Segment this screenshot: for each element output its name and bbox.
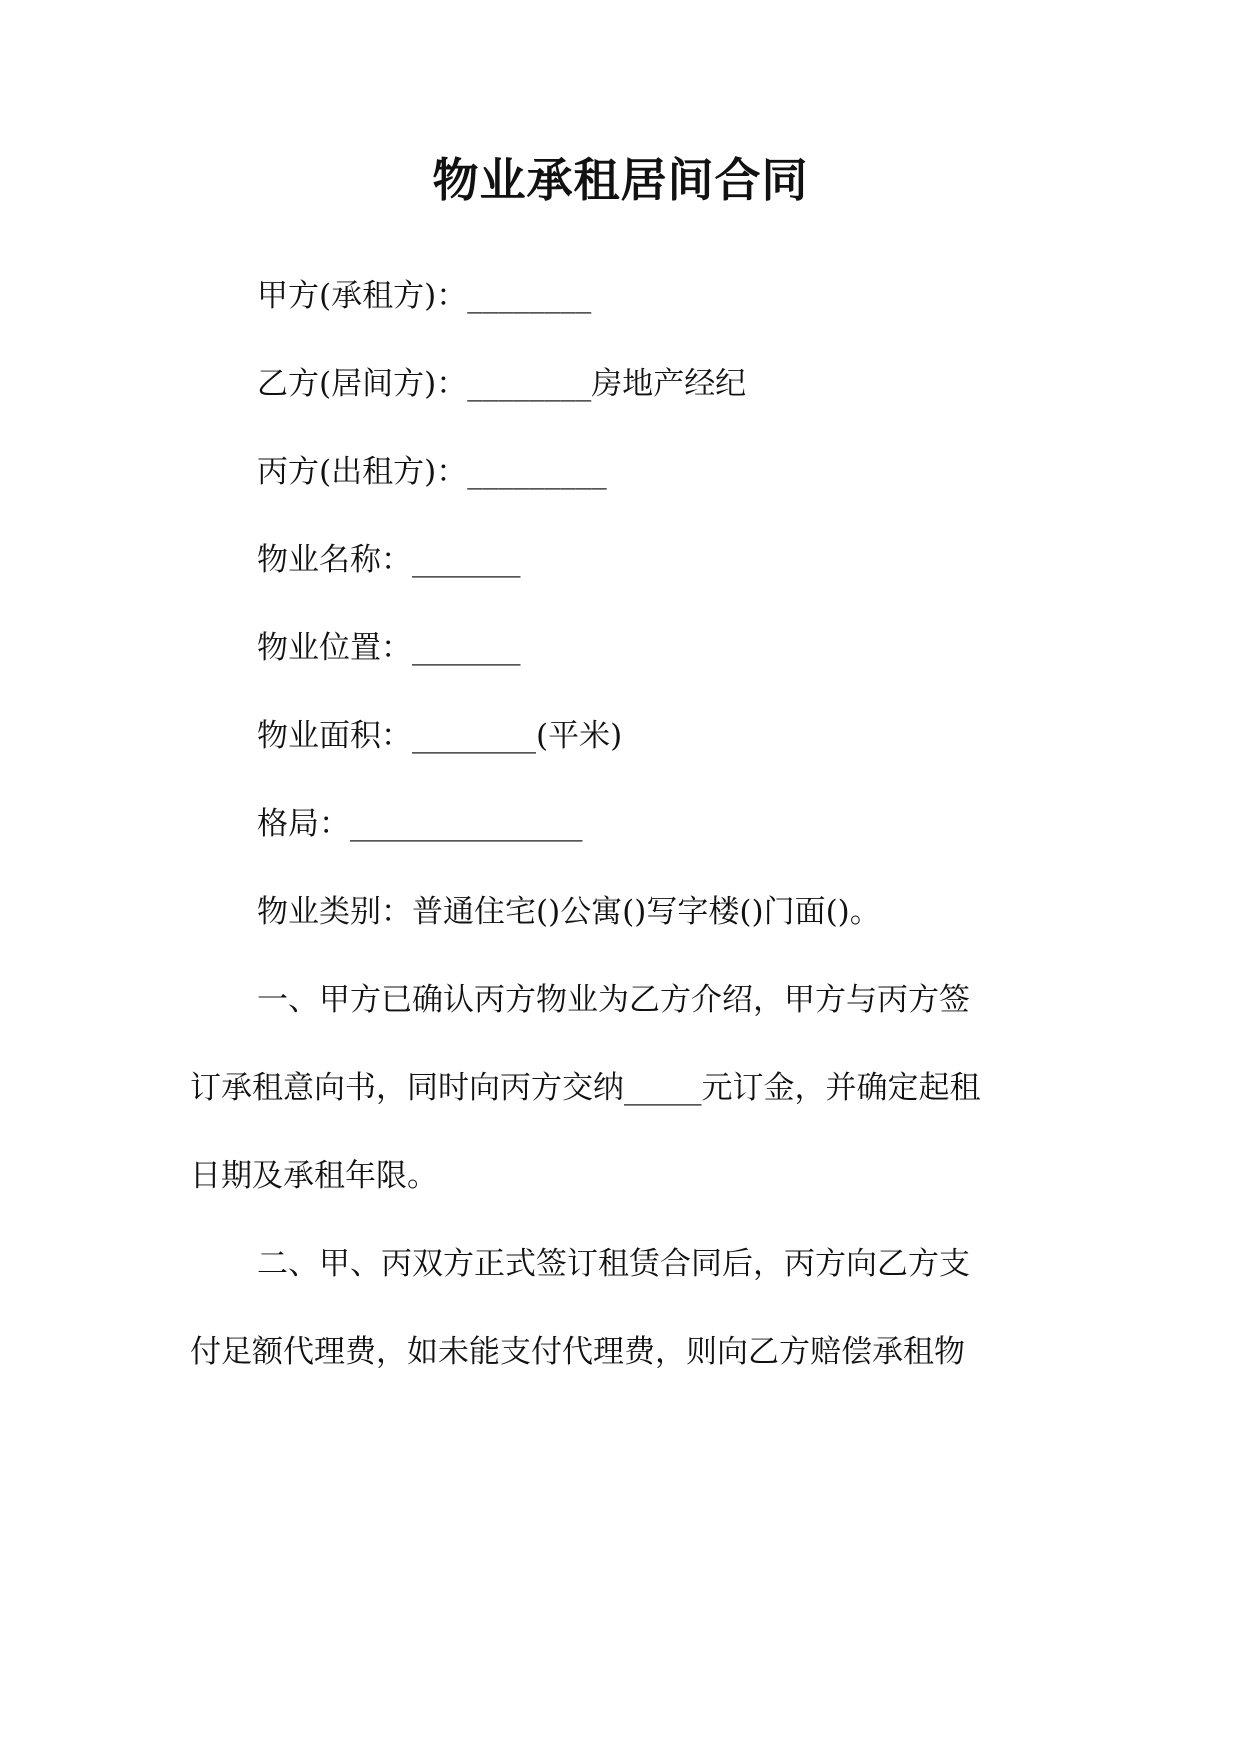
document-title: 物业承租居间合同 <box>432 153 809 207</box>
property-type-field: 物业类别：普通住宅()公寓()写字楼()门面()。 <box>257 894 881 930</box>
clause-1-line-1: 一、甲方已确认丙方物业为乙方介绍，甲方与丙方签 <box>257 982 970 1018</box>
party-b-field: 乙方(居间方)：________房地产经纪 <box>257 366 747 402</box>
property-name-field: 物业名称：_______ <box>257 542 521 578</box>
clause-2-line-1: 二、甲、丙双方正式签订租赁合同后，丙方向乙方支 <box>257 1246 970 1282</box>
property-area-field: 物业面积：________(平米) <box>257 718 623 754</box>
layout-field: 格局：_______________ <box>257 806 583 842</box>
party-c-field: 丙方(出租方)：_________ <box>257 454 607 490</box>
clause-1-line-3: 日期及承租年限。 <box>190 1158 438 1194</box>
clause-2-line-2: 付足额代理费，如未能支付代理费，则向乙方赔偿承租物 <box>190 1334 965 1370</box>
party-a-field: 甲方(承租方)：________ <box>257 278 592 314</box>
property-location-field: 物业位置：_______ <box>257 630 521 666</box>
clause-1-line-2: 订承租意向书，同时向丙方交纳_____元订金，并确定起租 <box>190 1070 981 1106</box>
